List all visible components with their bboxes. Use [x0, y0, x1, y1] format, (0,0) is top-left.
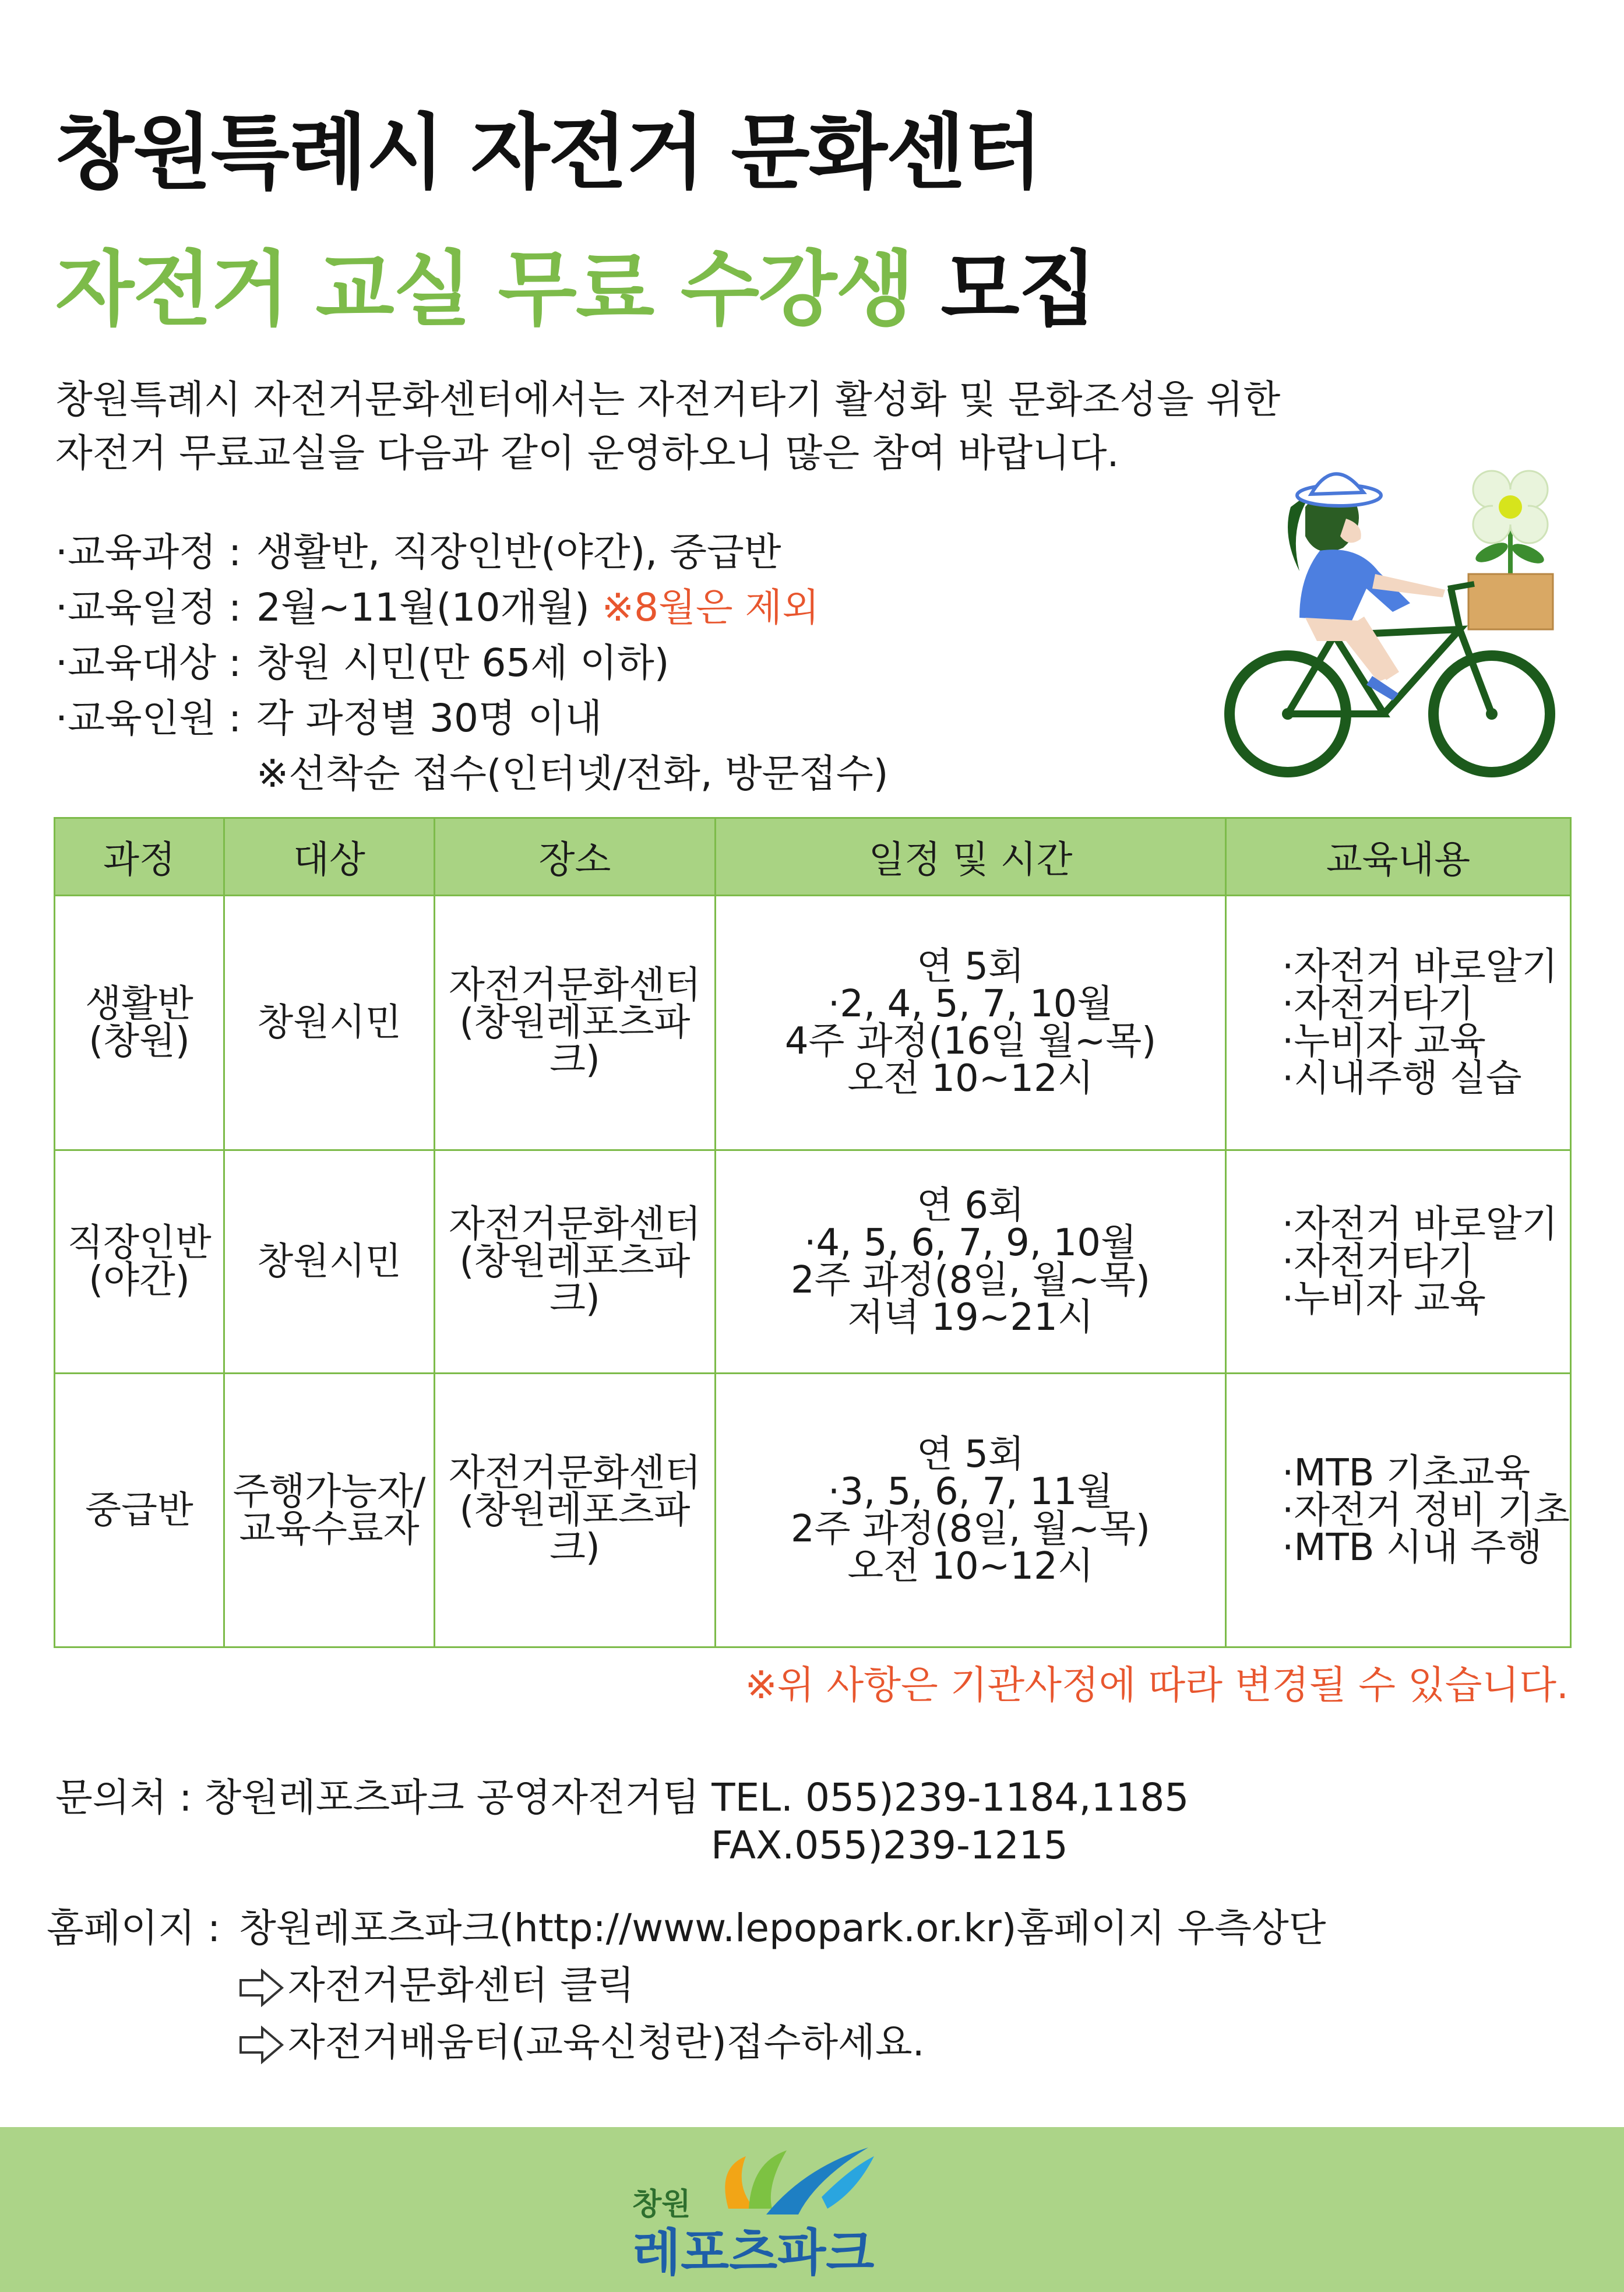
cell-schedule: 연 6회 ·4, 5, 6, 7, 9, 10월 2주 과정(8일, 월~목) 저녁 19~21시 [716, 1150, 1226, 1374]
info-value: 창원 시민(만 65세 이하) [256, 640, 670, 685]
header-content: 교육내용 [1226, 818, 1571, 896]
info-value: 2월~11월(10개월) [256, 585, 590, 630]
info-note: ※8월은 제외 [601, 585, 820, 630]
subtitle-green: 자전거 교실 무료 수강생 [55, 242, 914, 337]
intro-line: 창원특례시 자전거문화센터에서는 자전거타기 활성화 및 문화조성을 위한 [55, 377, 1281, 422]
cell-schedule: 연 5회 ·3, 5, 6, 7, 11월 2주 과정(8일, 월~목) 오전 10~12시 [716, 1374, 1226, 1647]
notice-text: ※위 사항은 기관사정에 따라 변경될 수 있습니다. [745, 1663, 1569, 1707]
cell-target: 주행가능자/ 교육수료자 [224, 1374, 435, 1647]
cell-content: ·자전거 바로알기 ·자전거타기 ·누비자 교육 ·시내주행 실습 [1226, 896, 1571, 1150]
homepage-line3 [47, 2014, 1326, 2071]
header-schedule: 일정 및 시간 [716, 818, 1226, 896]
info-course [55, 524, 889, 580]
page-title: 창원특례시 자전거 문화센터 [55, 105, 1042, 200]
arrow-right-icon [239, 1969, 284, 2007]
table-row [55, 1150, 1571, 1374]
info-label: ·교육대상 : [55, 640, 242, 685]
header-course: 과정 [55, 818, 224, 896]
info-value: 생활반, 직장인반(야간), 중급반 [256, 530, 781, 575]
logo-big-text: 레포츠파크 [632, 2224, 875, 2282]
info-capacity [55, 691, 889, 746]
intro-text [55, 373, 1280, 480]
cyclist-illustration [1218, 420, 1567, 787]
cell-place: 자전거문화센터 (창원레포츠파크) [435, 1150, 716, 1374]
homepage-line1 [47, 1900, 1326, 1957]
info-label: ·교육과정 : [55, 530, 242, 575]
flower-pot-icon [1468, 471, 1553, 629]
info-list [55, 524, 889, 801]
cell-course: 생활반 (창원) [55, 896, 224, 1150]
homepage-url-text: 창원레포츠파크(http://www.lepopark.or.kr)홈페이지 우측상단 [239, 1906, 1326, 1951]
info-target [55, 635, 889, 691]
cell-course: 직장인반 (야간) [55, 1150, 224, 1374]
cell-place: 자전거문화센터 (창원레포츠파크) [435, 896, 716, 1150]
info-capacity-note: ※선착순 접수(인터넷/전화, 방문접수) [256, 751, 889, 796]
header-place: 장소 [435, 818, 716, 896]
schedule-table [54, 817, 1572, 1648]
logo-small-text: 창원 [632, 2187, 691, 2222]
intro-line: 자전거 무료교실을 다음과 같이 운영하오니 많은 참여 바랍니다. [55, 431, 1119, 476]
page-subtitle [55, 224, 1096, 341]
homepage-step: 자전거배움터(교육신청란)접수하세요. [288, 2020, 925, 2065]
contact-fax: FAX.055)239-1215 [711, 1823, 1068, 1868]
arrow-right-icon [239, 2026, 284, 2064]
subtitle-black: 모집 [940, 242, 1096, 337]
info-value: 각 과정별 30명 이내 [256, 696, 603, 741]
homepage-line2 [47, 1957, 1326, 2014]
cell-target: 창원시민 [224, 1150, 435, 1374]
homepage-info [47, 1900, 1326, 2071]
cell-schedule: 연 5회 ·2, 4, 5, 7, 10월 4주 과정(16일 월~목) 오전 10~12시 [716, 896, 1226, 1150]
cell-course: 중급반 [55, 1374, 224, 1647]
header-target: 대상 [224, 818, 435, 896]
homepage-label: 홈페이지 : [47, 1906, 221, 1951]
info-label: ·교육일정 : [55, 585, 242, 630]
info-label: ·교육인원 : [55, 696, 242, 741]
info-schedule [55, 580, 889, 635]
cell-target: 창원시민 [224, 896, 435, 1150]
cell-content: ·MTB 기초교육 ·자전거 정비 기초 ·MTB 시내 주행 [1226, 1374, 1571, 1647]
lepopark-logo [629, 2133, 932, 2290]
homepage-step: 자전거문화센터 클릭 [288, 1963, 635, 2008]
table-row [55, 896, 1571, 1150]
cell-place: 자전거문화센터 (창원레포츠파크) [435, 1374, 716, 1647]
table-header-row [55, 818, 1571, 896]
contact-info: 문의처 : 창원레포츠파크 공영자전거팀 TEL. 055)239-1184,1185 [55, 1775, 1189, 1820]
table-row [55, 1374, 1571, 1647]
cell-content: ·자전거 바로알기 ·자전거타기 ·누비자 교육 [1226, 1150, 1571, 1374]
logo-swoosh-icon [725, 2147, 874, 2214]
